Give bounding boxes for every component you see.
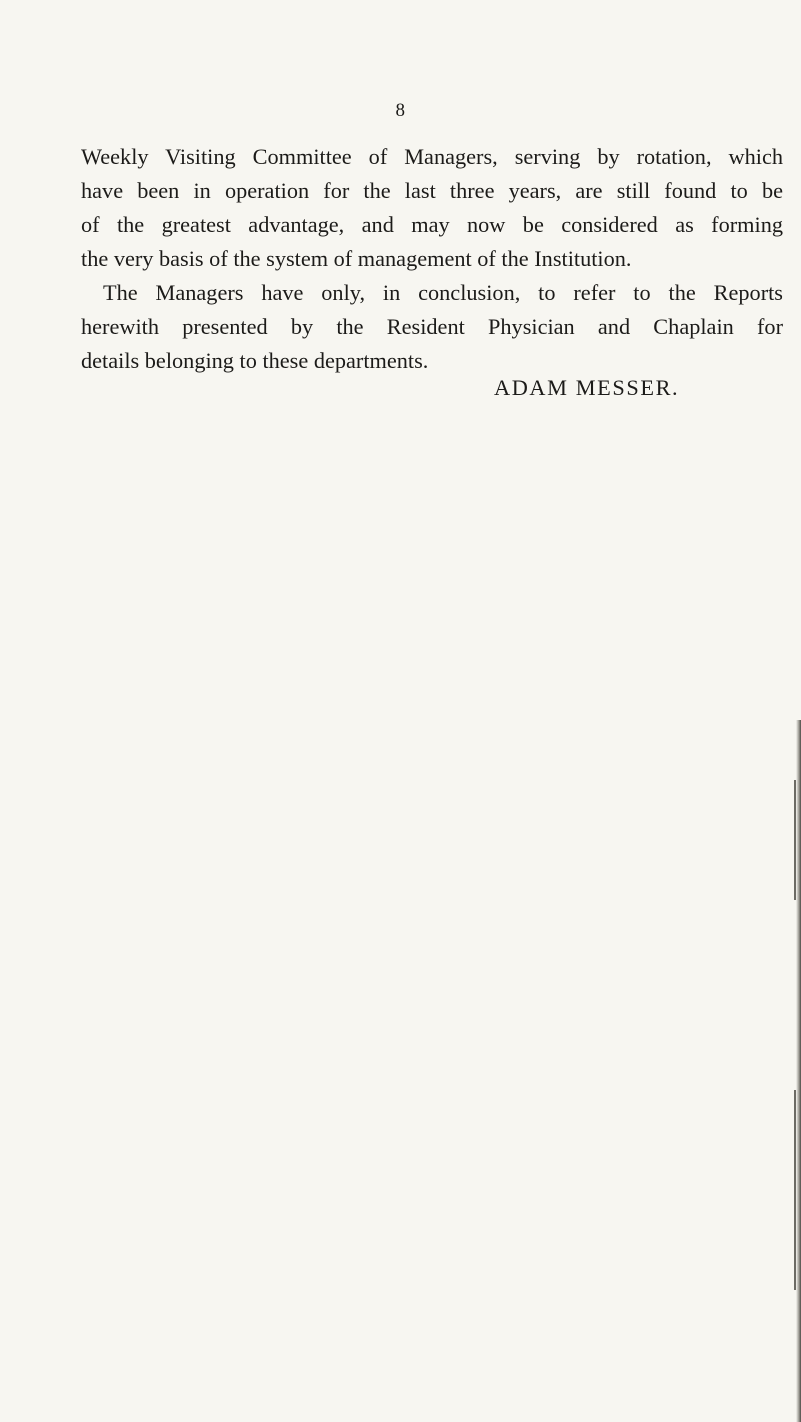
- paragraph-2-line-3: details belonging to these departments.: [81, 348, 429, 373]
- signature: ADAM MESSER.: [494, 375, 680, 400]
- paragraph-2-line-2: herewith presented by the Resident Physician and Chaplain for: [81, 314, 783, 339]
- paragraph-2-line-1: The Managers have only, in conclusion, to refer to the Reports: [103, 280, 783, 305]
- page-edge-mark: [794, 780, 796, 900]
- paragraph-1-line-3: of the greatest advantage, and may now be considered as forming: [81, 212, 783, 237]
- paragraph-1-line-2: have been in operation for the last three years, are still found to be: [81, 178, 783, 203]
- page-edge-mark: [794, 1090, 796, 1290]
- body-text: [81, 140, 783, 378]
- page-number: 8: [395, 100, 406, 121]
- paragraph-1-line-4: the very basis of the system of management of the Institution.: [81, 246, 632, 271]
- paragraph-1-line-1: Weekly Visiting Committee of Managers, serving by rotation, which: [81, 144, 783, 169]
- page-edge-shadow: [796, 720, 801, 1422]
